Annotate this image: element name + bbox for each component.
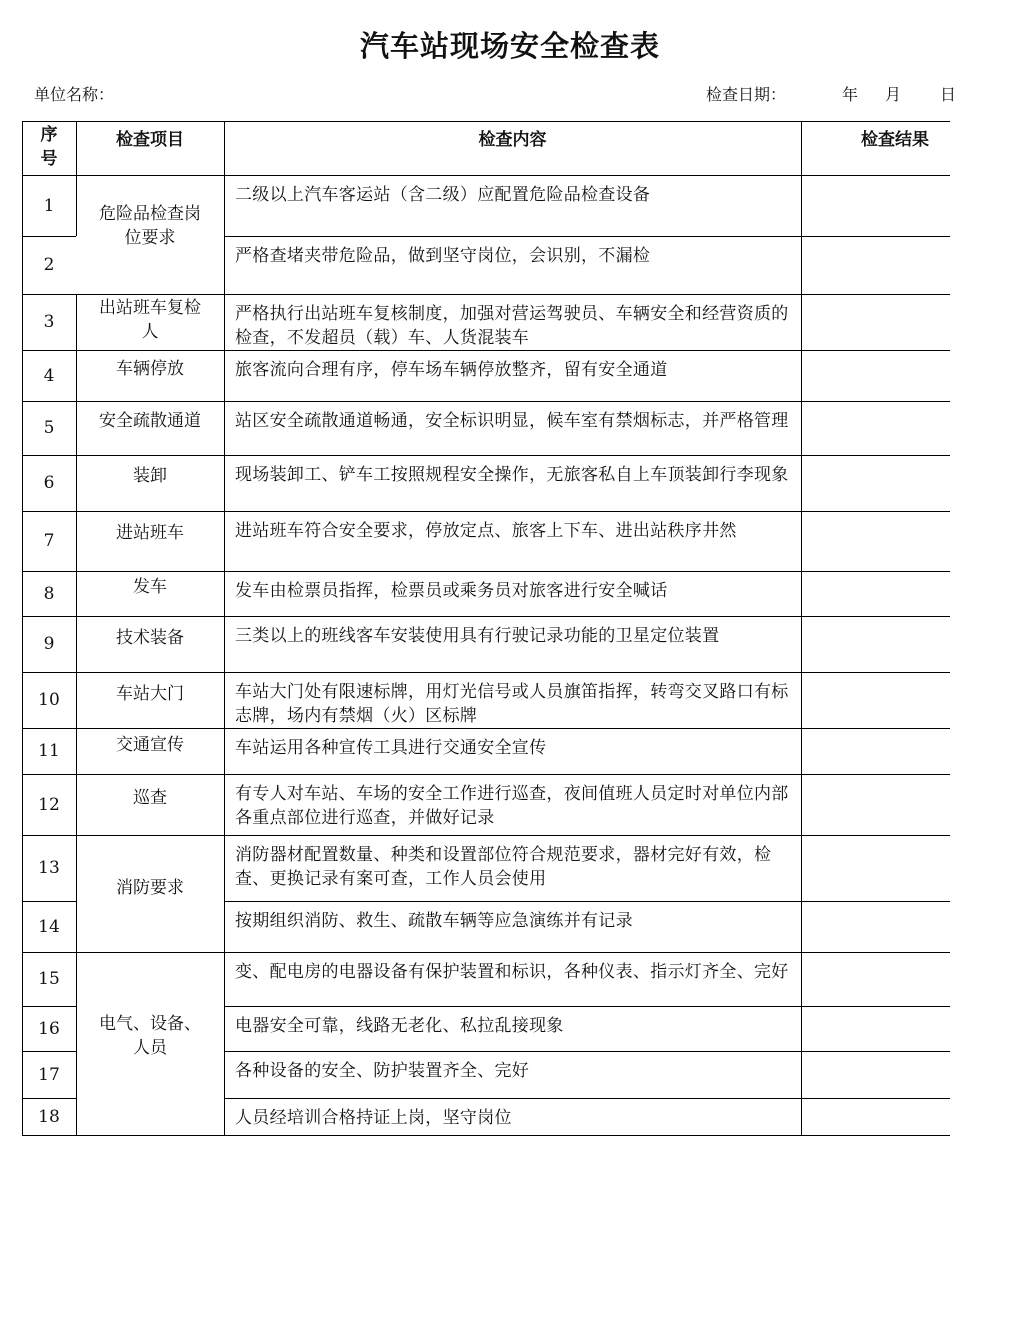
check-content: 三类以上的班线客车安装使用具有行驶记录功能的卫星定位装置 <box>235 626 720 646</box>
check-item: 车辆停放 <box>116 359 184 379</box>
row-number: 8 <box>43 583 55 604</box>
row-divider <box>22 401 950 402</box>
result-cell[interactable] <box>802 572 950 616</box>
row-divider <box>22 1098 76 1099</box>
row-number: 3 <box>43 312 55 332</box>
result-cell[interactable] <box>802 729 950 774</box>
check-item: 危险品检查岗 位要求 <box>99 204 201 248</box>
table-top-border <box>22 121 950 122</box>
row-number: 18 <box>38 1106 60 1127</box>
check-item: 安全疏散通道 <box>99 411 201 431</box>
row-divider <box>22 728 950 729</box>
row-divider <box>22 616 950 617</box>
row-divider <box>22 294 950 295</box>
result-cell[interactable] <box>802 836 950 901</box>
row-divider <box>22 511 950 512</box>
column-divider <box>801 121 802 1136</box>
table-header-divider <box>22 175 950 176</box>
check-content: 电器安全可靠，线路无老化、私拉乱接现象 <box>235 1016 564 1036</box>
check-content: 旅客流向合理有序，停车场车辆停放整齐，留有安全通道 <box>235 360 668 380</box>
row-divider <box>22 571 950 572</box>
result-cell[interactable] <box>802 902 950 952</box>
check-content: 二级以上汽车客运站（含二级）应配置危险品检查设备 <box>235 185 651 205</box>
check-item: 出站班车复检 人 <box>99 298 201 342</box>
check-item: 发车 <box>133 577 167 597</box>
header-content: 检查内容 <box>478 130 547 150</box>
row-number: 11 <box>38 741 60 761</box>
row-divider <box>22 350 950 351</box>
row-number: 12 <box>38 794 60 815</box>
row-divider <box>22 455 950 456</box>
check-content: 严格查堵夹带危险品，做到坚守岗位，会识别，不漏检 <box>235 246 651 266</box>
check-content: 消防器材配置数量、种类和设置部位符合规范要求，器材完好有效，检查、更换记录有案可查，工作人员会使用 <box>235 845 772 889</box>
check-content: 现场装卸工、铲车工按照规程安全操作，无旅客私自上车顶装卸行李现象 <box>235 465 789 485</box>
row-number: 9 <box>43 634 55 654</box>
check-item: 电气、设备、 人员 <box>99 1014 201 1058</box>
result-cell[interactable] <box>802 176 950 236</box>
row-number: 4 <box>43 365 55 386</box>
row-divider <box>22 672 950 673</box>
table-left-border <box>22 121 23 1136</box>
row-divider <box>22 1051 76 1052</box>
row-divider <box>224 236 950 237</box>
result-cell[interactable] <box>802 775 950 835</box>
row-number: 13 <box>38 858 60 878</box>
check-content: 按期组织消防、救生、疏散车辆等应急演练并有记录 <box>235 911 633 931</box>
result-cell[interactable] <box>802 402 950 455</box>
header-result: 检查结果 <box>861 130 929 150</box>
check-item: 交通宣传 <box>116 735 184 755</box>
check-content: 变、配电房的电器设备有保护装置和标识，各种仪表、指示灯齐全、完好 <box>235 962 789 982</box>
row-divider <box>224 1006 950 1007</box>
check-item: 巡查 <box>133 788 167 808</box>
check-content: 各种设备的安全、防护装置齐全、完好 <box>235 1061 530 1081</box>
row-number: 6 <box>43 473 55 493</box>
row-divider <box>224 1098 950 1099</box>
row-divider <box>22 774 950 775</box>
row-divider <box>224 1051 950 1052</box>
row-number: 16 <box>38 1018 60 1039</box>
result-cell[interactable] <box>802 295 950 350</box>
row-divider <box>224 901 950 902</box>
check-item: 技术装备 <box>116 628 184 648</box>
check-content: 站区安全疏散通道畅通，安全标识明显，候车室有禁烟标志，并严格管理 <box>235 411 789 431</box>
check-item: 车站大门 <box>116 684 184 704</box>
date-month-label: 月 <box>885 85 902 104</box>
row-divider <box>22 835 950 836</box>
header-seq: 序 号 <box>40 125 58 169</box>
check-content: 有专人对车站、车场的安全工作进行巡查，夜间值班人员定时对单位内部各重点部位进行巡查，并做好记录 <box>235 784 789 828</box>
check-item: 进站班车 <box>116 523 184 543</box>
check-date-label: 检查日期： <box>706 85 787 104</box>
column-divider <box>224 121 225 1136</box>
check-content: 进站班车符合安全要求，停放定点、旅客上下车、进出站秩序井然 <box>235 521 737 541</box>
check-content: 人员经培训合格持证上岗，坚守岗位 <box>235 1108 512 1128</box>
check-content: 严格执行出站班车复核制度，加强对营运驾驶员、车辆安全和经营资质的检查，不发超员（载）车、人货混装车 <box>235 304 789 348</box>
row-divider <box>22 1135 950 1136</box>
page-title: 汽车站现场安全检查表 <box>359 29 660 63</box>
row-number: 15 <box>38 969 60 989</box>
date-day-label: 日 <box>940 85 957 104</box>
row-divider <box>22 1006 76 1007</box>
unit-name-label: 单位名称： <box>34 85 115 104</box>
row-divider <box>22 901 76 902</box>
column-divider <box>76 121 77 236</box>
result-cell[interactable] <box>802 1007 950 1051</box>
row-number: 1 <box>43 195 55 216</box>
row-number: 5 <box>43 418 55 438</box>
check-content: 车站大门处有限速标牌，用灯光信号或人员旗笛指挥，转弯交叉路口有标志牌，场内有禁烟（火）区标牌 <box>235 682 789 726</box>
column-divider <box>76 294 77 1136</box>
check-item: 装卸 <box>133 466 167 486</box>
result-cell[interactable] <box>802 1099 950 1135</box>
result-cell[interactable] <box>802 1052 950 1098</box>
result-cell[interactable] <box>802 673 950 728</box>
result-cell[interactable] <box>802 953 950 1006</box>
result-cell[interactable] <box>802 351 950 401</box>
row-number: 10 <box>38 690 60 710</box>
row-divider <box>22 236 76 237</box>
result-cell[interactable] <box>802 456 950 511</box>
row-number: 17 <box>38 1064 60 1085</box>
row-divider <box>22 952 950 953</box>
header-item: 检查项目 <box>116 130 184 150</box>
check-item: 消防要求 <box>116 878 184 898</box>
check-content: 车站运用各种宣传工具进行交通安全宣传 <box>235 738 547 758</box>
row-number: 14 <box>38 916 60 937</box>
date-year-label: 年 <box>842 85 859 104</box>
row-number: 7 <box>43 531 55 551</box>
row-number: 2 <box>43 255 55 275</box>
result-cell[interactable] <box>802 617 950 672</box>
result-cell[interactable] <box>802 237 950 294</box>
result-cell[interactable] <box>802 512 950 571</box>
check-content: 发车由检票员指挥，检票员或乘务员对旅客进行安全喊话 <box>235 581 668 601</box>
